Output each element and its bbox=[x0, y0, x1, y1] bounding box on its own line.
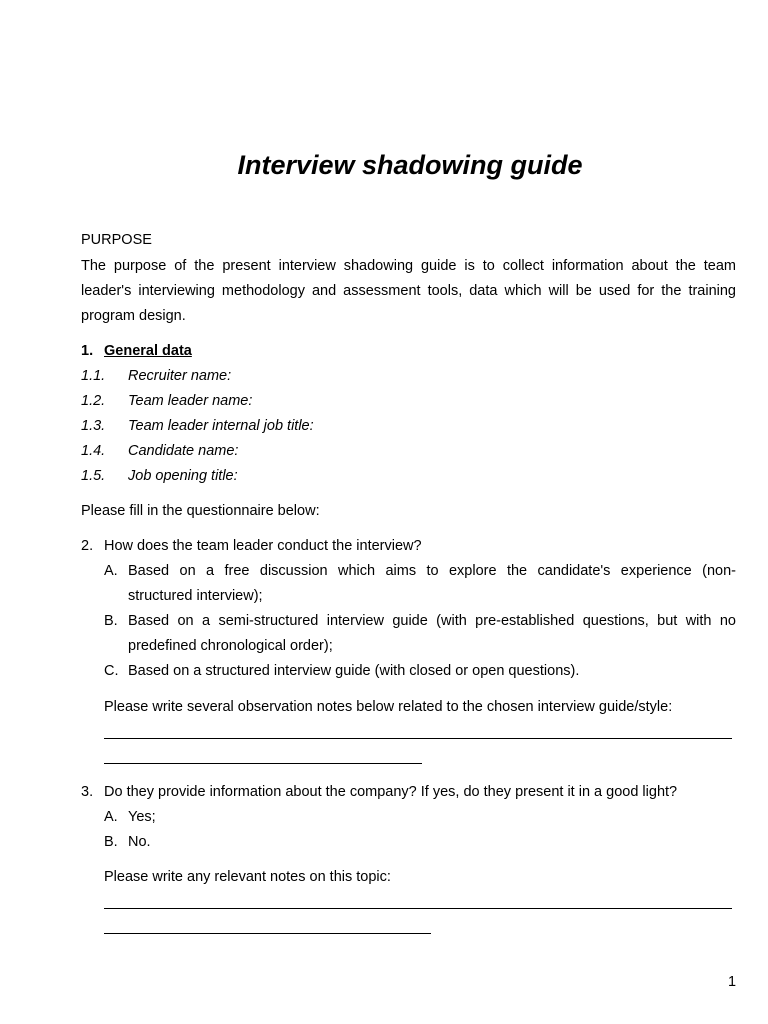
page-number: 1 bbox=[728, 974, 737, 990]
question3-text: Do they provide information about the company? If yes, do they present it in a good light? bbox=[104, 784, 678, 800]
question3-notes-prompt: Please write any relevant notes on this topic: bbox=[104, 869, 391, 885]
general-item-label: Team leader internal job title: bbox=[128, 418, 314, 434]
option-text: Based on a structured interview guide (with closed or open questions). bbox=[128, 663, 580, 679]
option-text: Based on a free discussion which aims to explore the candidate's experience (non- bbox=[128, 563, 736, 579]
general-item-label: Job opening title: bbox=[128, 468, 238, 484]
document-title: Interview shadowing guide bbox=[237, 150, 583, 180]
question3-number: 3. bbox=[81, 784, 94, 800]
notes-line[interactable] bbox=[104, 763, 422, 764]
option-text: Based on a semi-structured interview guide (with pre-established questions, but with no bbox=[128, 613, 736, 629]
general-item-label: Candidate name: bbox=[128, 443, 239, 459]
notes-line[interactable] bbox=[104, 908, 732, 909]
purpose-line-2: leader's interviewing methodology and assessment tools, data which will be used for the training bbox=[81, 283, 736, 299]
question2-text: How does the team leader conduct the interview? bbox=[104, 538, 422, 554]
general-item-label: Team leader name: bbox=[128, 393, 253, 409]
question2-notes-prompt: Please write several observation notes below related to the chosen interview guide/style: bbox=[104, 699, 673, 715]
option-letter: B. bbox=[104, 613, 118, 629]
option-letter: A. bbox=[104, 809, 118, 825]
option-letter: C. bbox=[104, 663, 119, 679]
purpose-line-3: program design. bbox=[81, 308, 186, 324]
section1-heading: General data bbox=[104, 343, 192, 359]
option-text: No. bbox=[128, 834, 151, 850]
general-item-number: 1.3. bbox=[81, 418, 106, 434]
purpose-heading: PURPOSE bbox=[81, 232, 152, 248]
notes-line[interactable] bbox=[104, 738, 732, 739]
option-text: Yes; bbox=[128, 809, 156, 825]
fill-instruction: Please fill in the questionnaire below: bbox=[81, 503, 320, 519]
section1-number: 1. bbox=[81, 343, 94, 359]
notes-line[interactable] bbox=[104, 933, 431, 934]
general-item-number: 1.5. bbox=[81, 468, 106, 484]
option-letter: A. bbox=[104, 563, 118, 579]
question2-number: 2. bbox=[81, 538, 94, 554]
general-item-number: 1.2. bbox=[81, 393, 106, 409]
purpose-line-1: The purpose of the present interview shadowing guide is to collect information about the team bbox=[81, 258, 736, 274]
option-letter: B. bbox=[104, 834, 118, 850]
option-text-continued: structured interview); bbox=[128, 588, 263, 604]
option-text-continued: predefined chronological order); bbox=[128, 638, 333, 654]
general-item-number: 1.4. bbox=[81, 443, 106, 459]
general-item-label: Recruiter name: bbox=[128, 368, 232, 384]
general-item-number: 1.1. bbox=[81, 368, 106, 384]
